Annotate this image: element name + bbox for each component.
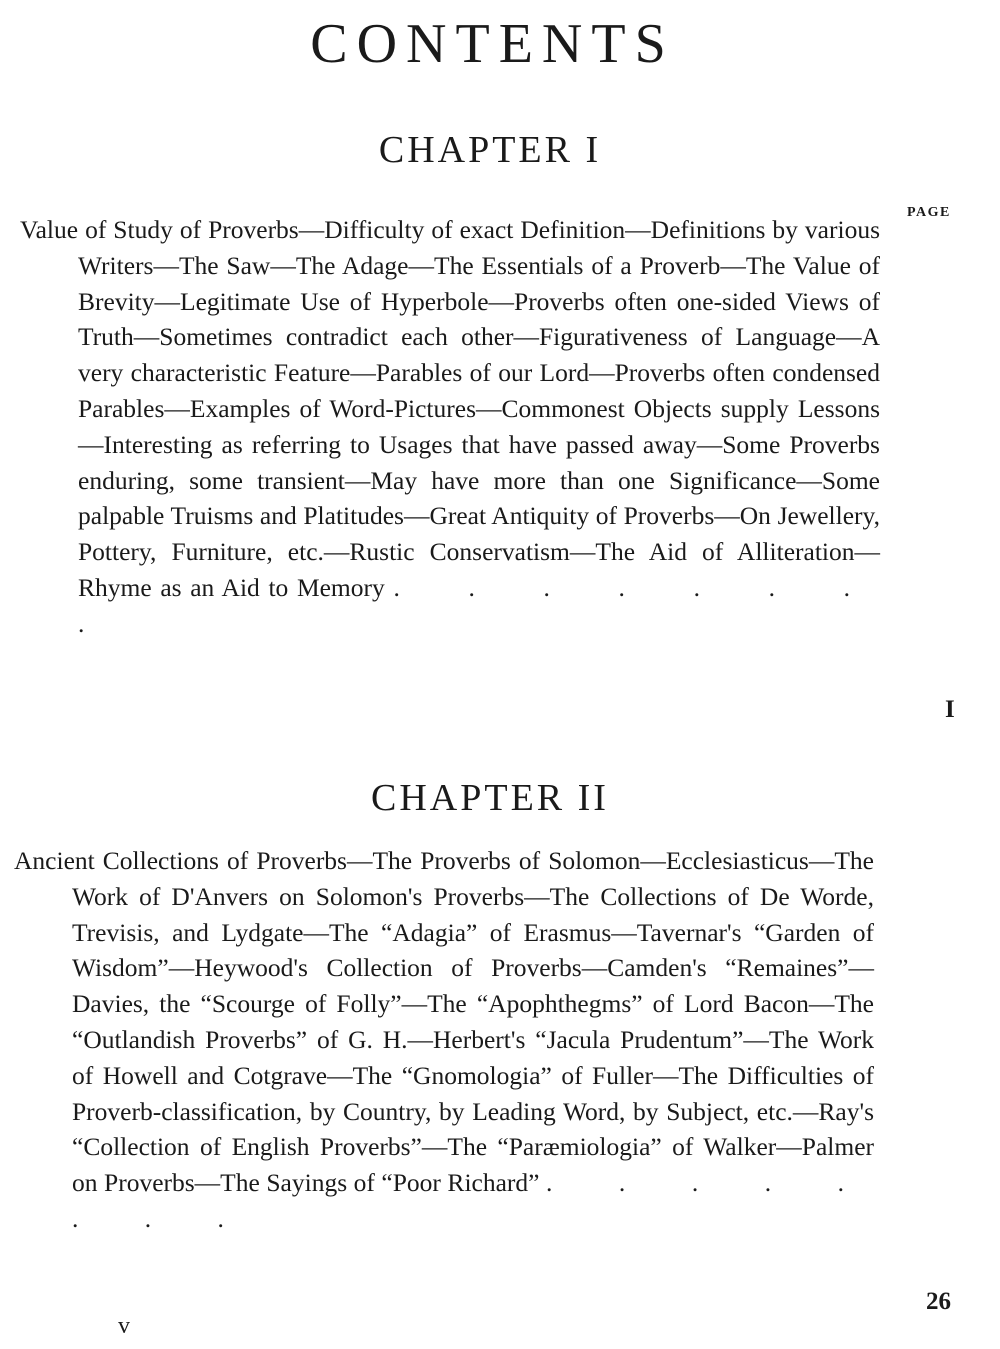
page-title: CONTENTS [310, 13, 675, 75]
page-column-label: PAGE [907, 205, 951, 220]
chapter-1-summary-text: Value of Study of Proverbs—Difficulty of exact Definition—Definitions by various Writers—The Saw—The Adage—The Essentials of a Proverb—The Value of Brevity—Legitimate Use of Hyperbole—Proverbs often one-sided Views of Truth—Sometimes contradict each other—Figurativeness of Language—A very characteristic Feature—Parables of our Lord—Proverbs often condensed Parables—Examples of Word-Pictures—Commonest Objects supply Lessons—Interesting as referring to Usages that have passed away—Some Proverbs enduring, some transient—May have more than one Significance—Some palpable Truisms and Platitudes—Great Antiquity of Proverbs—On Jewellery, Pottery, Furniture, etc.—Rustic Conservatism—The Aid of Alliteration—Rhyme as an Aid to Memory [20, 215, 880, 602]
chapter-1-page-number: I [945, 696, 955, 723]
chapter-2-summary [14, 843, 874, 1237]
chapter-1-summary [20, 212, 880, 642]
chapter-1-heading: CHAPTER I [378, 129, 602, 171]
chapter-1-dot-leader: . . . . . . . . [78, 572, 881, 638]
folio-page-number: v [118, 1313, 130, 1339]
chapter-2-dot-leader: . . . . . . . . [72, 1168, 875, 1233]
chapter-2-page-number: 26 [926, 1288, 951, 1315]
chapter-2-summary-text: Ancient Collections of Proverbs—The Proverbs of Solomon—Ecclesiasticus—The Work of D'Anvers on Solomon's Proverbs—The Collections of De Worde, Trevisis, and Lydgate—The “Adagia” of Erasmus—Tavernar's “Garden of Wisdom”—Heywood's Collection of Proverbs—Camden's “Remaines”—Davies, the “Scourge of Folly”—The “Apophthegms” of Lord Bacon—The “Outlandish Proverbs” of G. H.—Herbert's “Jacula Prudentum”—The Work of Howell and Cotgrave—The “Gnomologia” of Fuller—The Difficulties of Proverb-classification, by Country, by Leading Word, by Subject, etc.—Ray's “Collection of English Proverbs”—The “Paræmiologia” of Walker—Palmer on Proverbs—The Sayings of “Poor Richard” [14, 846, 874, 1198]
chapter-2-heading: CHAPTER II [371, 777, 609, 819]
